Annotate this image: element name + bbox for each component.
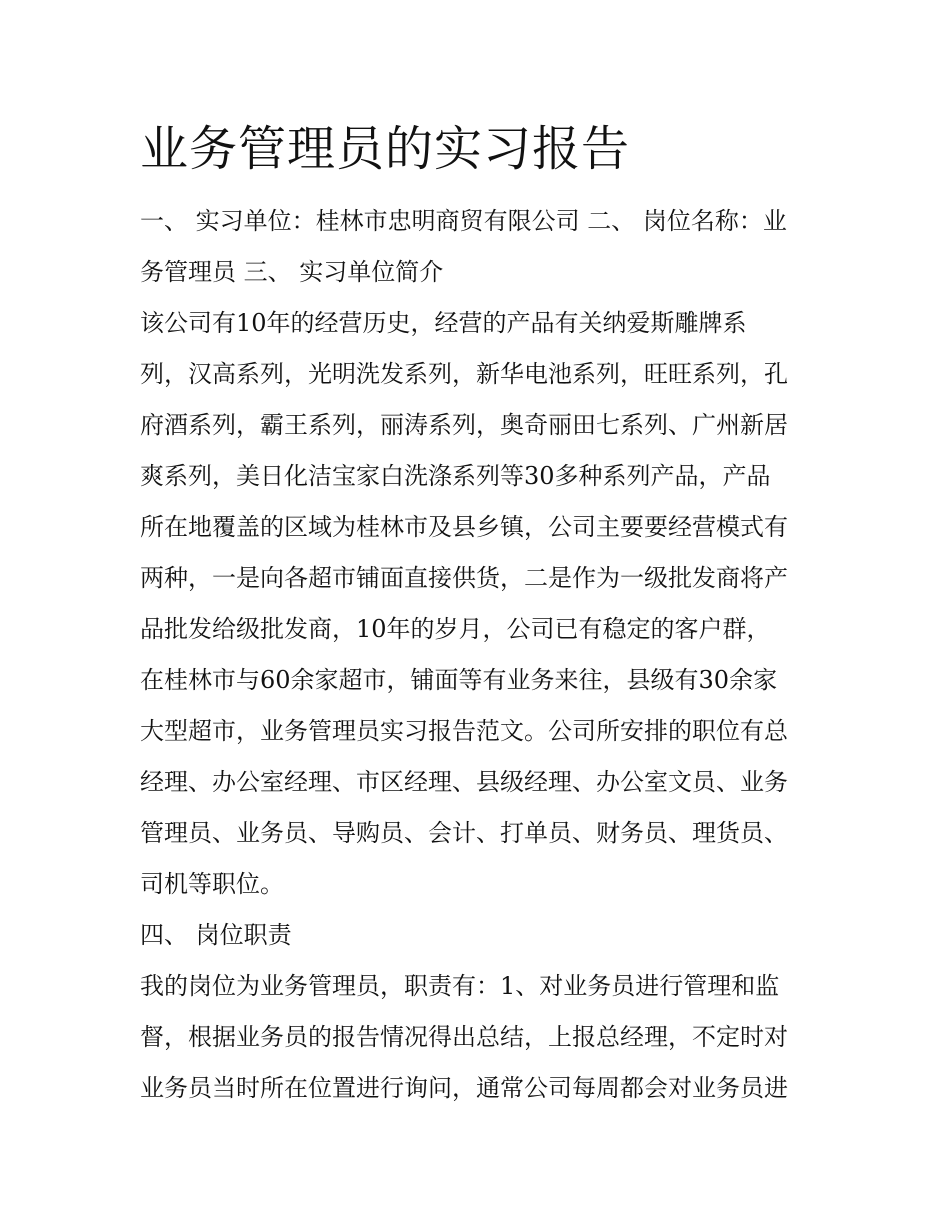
text-line: 两种，一是向各超市铺面直接供货，二是作为一级批发商将产 <box>140 564 788 592</box>
text-line: 列，汉高系列，光明洗发系列，新华电池系列，旺旺系列，孔 <box>140 360 788 388</box>
text-line: 管理员、业务员、导购员、会计、打单员、财务员、理货员、 <box>140 819 788 847</box>
text-line: 大型超市，业务管理员实习报告范文。公司所安排的职位有总 <box>140 717 788 745</box>
text-line: 司机等职位。 <box>140 870 284 898</box>
section-heading-duties <box>140 910 820 961</box>
text-line: 业务员当时所在位置进行询问，通常公司每周都会对业务员进 <box>140 1074 788 1102</box>
text-line: 爽系列，美日化洁宝家白洗涤系列等30多种系列产品，产品 <box>140 462 771 490</box>
text-line: 务管理员 三、 实习单位简介 <box>140 258 444 286</box>
text-line: 一、 实习单位：桂林市忠明商贸有限公司 二、 岗位名称：业 <box>140 207 787 235</box>
text-line: 该公司有10年的经营历史，经营的产品有关纳爱斯雕牌系 <box>140 309 747 337</box>
text-line: 经理、办公室经理、市区经理、县级经理、办公室文员、业务 <box>140 768 788 796</box>
paragraph-duties <box>140 961 820 1114</box>
paragraph-intro <box>140 196 820 298</box>
document-title: 业务管理员的实习报告 <box>140 121 631 177</box>
document-page <box>140 112 820 1114</box>
text-line: 督，根据业务员的报告情况得出总结，上报总经理，不定时对 <box>140 1023 788 1051</box>
heading-line: 四、 岗位职责 <box>140 921 292 949</box>
text-line: 我的岗位为业务管理员，职责有：1、对业务员进行管理和监 <box>140 972 780 1000</box>
title-spacer <box>140 186 820 196</box>
text-line: 府酒系列，霸王系列，丽涛系列，奥奇丽田七系列、广州新居 <box>140 411 788 439</box>
text-line: 在桂林市与60余家超市，铺面等有业务来往，县级有30余家 <box>140 666 778 694</box>
paragraph-company-profile <box>140 298 820 910</box>
text-line: 品批发给级批发商，10年的岁月，公司已有稳定的客户群， <box>140 615 771 643</box>
text-line: 所在地覆盖的区域为桂林市及县乡镇，公司主要要经营模式有 <box>140 513 788 541</box>
